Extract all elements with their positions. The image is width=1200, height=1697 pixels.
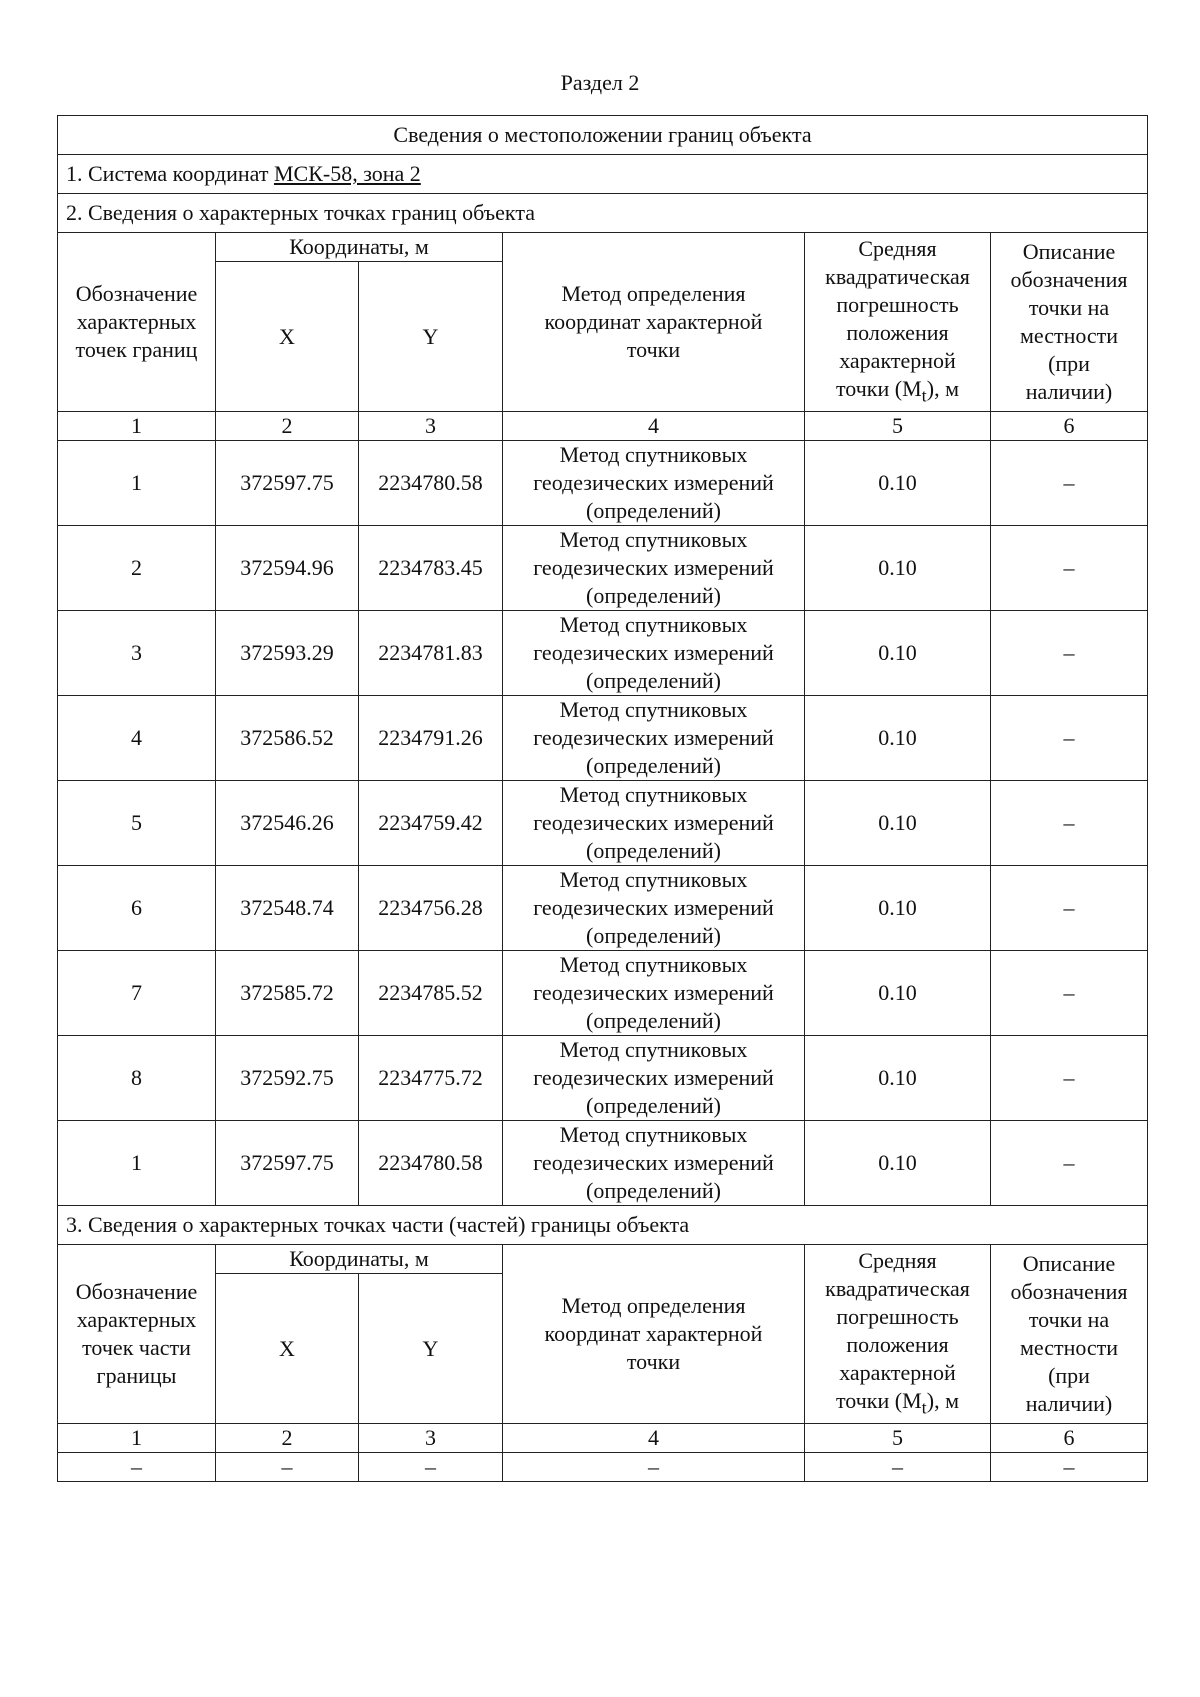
error-cell: 0.10 (805, 441, 991, 526)
table-row (58, 1453, 1148, 1482)
method-cell: Метод спутниковых геодезических измерений (определений) (503, 1036, 805, 1121)
method-cell: Метод спутниковых геодезических измерений (определений) (503, 611, 805, 696)
table-row (58, 696, 1148, 781)
x-cell: 372597.75 (216, 441, 359, 526)
description-cell: – (991, 951, 1148, 1036)
point-cell: – (58, 1453, 216, 1482)
header-description-label: Описание обозначения точки на местности (при наличии) (991, 1245, 1148, 1424)
section3-title: 3. Сведения о характерных точках части (частей) границы объекта (58, 1206, 1148, 1245)
column-number: 6 (991, 1424, 1148, 1453)
table-row (58, 781, 1148, 866)
method-cell: Метод спутниковых геодезических измерений (определений) (503, 1121, 805, 1206)
x-cell: 372593.29 (216, 611, 359, 696)
y-cell: 2234785.52 (359, 951, 503, 1036)
error-cell: 0.10 (805, 1121, 991, 1206)
x-cell: 372594.96 (216, 526, 359, 611)
header-error-text: Средняя квадратическая погрешность положения характерной точки (M (825, 1247, 970, 1413)
x-cell: 372548.74 (216, 866, 359, 951)
header-error-sub: t (921, 1397, 927, 1418)
error-cell: 0.10 (805, 951, 991, 1036)
table-row (58, 866, 1148, 951)
table-row (58, 526, 1148, 611)
y-cell: 2234775.72 (359, 1036, 503, 1121)
coord-system-value: МСК-58, зона 2 (273, 161, 421, 186)
y-cell: 2234783.45 (359, 526, 503, 611)
method-cell: Метод спутниковых геодезических измерений (определений) (503, 526, 805, 611)
x-cell: – (216, 1453, 359, 1482)
method-cell: Метод спутниковых геодезических измерений (определений) (503, 866, 805, 951)
header-point-label: Обозначение характерных точек границ (58, 233, 216, 412)
point-cell: 1 (58, 441, 216, 526)
column-number: 3 (359, 412, 503, 441)
method-cell: Метод спутниковых геодезических измерений (определений) (503, 781, 805, 866)
error-cell: 0.10 (805, 1036, 991, 1121)
description-cell: – (991, 1453, 1148, 1482)
description-cell: – (991, 781, 1148, 866)
error-cell: 0.10 (805, 866, 991, 951)
header-point-label: Обозначение характерных точек части границы (58, 1245, 216, 1424)
y-cell: 2234780.58 (359, 1121, 503, 1206)
table-row (58, 441, 1148, 526)
column-number: 2 (216, 412, 359, 441)
column-number: 1 (58, 412, 216, 441)
y-cell: 2234759.42 (359, 781, 503, 866)
column-number: 4 (503, 412, 805, 441)
table-row (58, 951, 1148, 1036)
section-title: Раздел 2 (560, 70, 640, 95)
method-cell: – (503, 1453, 805, 1482)
header-y-label: Y (359, 1274, 503, 1424)
point-cell: 3 (58, 611, 216, 696)
column-number: 6 (991, 412, 1148, 441)
point-cell: 1 (58, 1121, 216, 1206)
y-cell: – (359, 1453, 503, 1482)
y-cell: 2234780.58 (359, 441, 503, 526)
error-cell: 0.10 (805, 611, 991, 696)
description-cell: – (991, 866, 1148, 951)
column-numbers-row (58, 412, 1148, 441)
header-error-label (805, 1245, 991, 1424)
header-method-label: Метод определения координат характерной точки (503, 1245, 805, 1424)
header-error-unit: ), м (926, 1387, 959, 1413)
point-cell: 7 (58, 951, 216, 1036)
x-cell: 372597.75 (216, 1121, 359, 1206)
method-cell: Метод спутниковых геодезических измерений (определений) (503, 951, 805, 1036)
x-cell: 372585.72 (216, 951, 359, 1036)
column-number: 5 (805, 1424, 991, 1453)
column-number: 3 (359, 1424, 503, 1453)
table-row (58, 611, 1148, 696)
table-row (58, 1036, 1148, 1121)
x-cell: 372586.52 (216, 696, 359, 781)
column-number: 2 (216, 1424, 359, 1453)
header-error-label (805, 233, 991, 412)
point-cell: 8 (58, 1036, 216, 1121)
section2-title: 2. Сведения о характерных точках границ объекта (58, 194, 1148, 233)
error-cell: 0.10 (805, 696, 991, 781)
description-cell: – (991, 611, 1148, 696)
point-cell: 4 (58, 696, 216, 781)
header-description-label: Описание обозначения точки на местности (при наличии) (991, 233, 1148, 412)
x-cell: 372592.75 (216, 1036, 359, 1121)
method-cell: Метод спутниковых геодезических измерений (определений) (503, 441, 805, 526)
column-number: 5 (805, 412, 991, 441)
y-cell: 2234781.83 (359, 611, 503, 696)
error-cell: 0.10 (805, 526, 991, 611)
column-number: 1 (58, 1424, 216, 1453)
point-cell: 2 (58, 526, 216, 611)
y-cell: 2234791.26 (359, 696, 503, 781)
header-error-text: Средняя квадратическая погрешность положения характерной точки (M (825, 235, 970, 401)
error-cell: 0.10 (805, 781, 991, 866)
point-cell: 5 (58, 781, 216, 866)
error-cell: – (805, 1453, 991, 1482)
column-numbers-row (58, 1424, 1148, 1453)
method-cell: Метод спутниковых геодезических измерений (определений) (503, 696, 805, 781)
table-title: Сведения о местоположении границ объекта (58, 116, 1148, 155)
header-coords-label: Координаты, м (216, 1245, 503, 1274)
y-cell: 2234756.28 (359, 866, 503, 951)
boundary-table (57, 115, 1148, 1482)
table-row (58, 1121, 1148, 1206)
header-coords-label: Координаты, м (216, 233, 503, 262)
header-error-unit: ), м (926, 375, 959, 401)
header-method-label: Метод определения координат характерной точки (503, 233, 805, 412)
header-error-sub: t (921, 385, 927, 406)
x-cell: 372546.26 (216, 781, 359, 866)
point-cell: 6 (58, 866, 216, 951)
header-y-label: Y (359, 262, 503, 412)
header-x-label: X (216, 262, 359, 412)
description-cell: – (991, 441, 1148, 526)
column-number: 4 (503, 1424, 805, 1453)
description-cell: – (991, 1121, 1148, 1206)
description-cell: – (991, 526, 1148, 611)
description-cell: – (991, 1036, 1148, 1121)
description-cell: – (991, 696, 1148, 781)
coord-system-label: 1. Система координат (66, 161, 274, 186)
coord-system-row (58, 155, 1148, 194)
header-x-label: X (216, 1274, 359, 1424)
